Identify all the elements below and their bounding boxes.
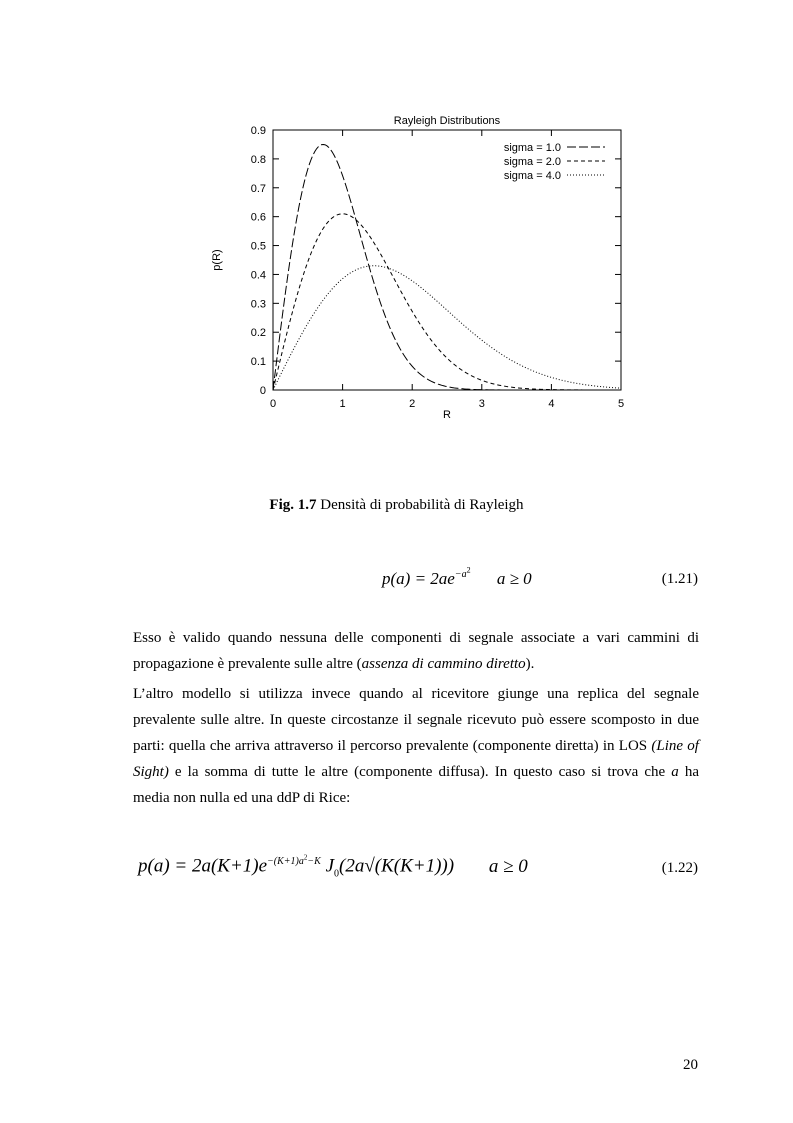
eq121-lhs: p(a) = 2ae bbox=[382, 568, 455, 588]
chart-title: Rayleigh Distributions bbox=[393, 115, 501, 127]
figure-label: Fig. 1.7 bbox=[269, 497, 317, 513]
x-tick-label: 3 bbox=[478, 398, 485, 410]
y-axis-ticks bbox=[251, 125, 621, 397]
eq122-bessel: J bbox=[325, 855, 334, 877]
eq121-exponent: −a bbox=[454, 569, 467, 581]
x-tick-label: 0 bbox=[269, 398, 277, 410]
paragraph-2-text2: e la somma di tutte le altre (componente diffusa). In questo caso si trova che bbox=[168, 764, 672, 780]
equation-number-1-22: (1.22) bbox=[661, 860, 698, 876]
y-tick-label: 0.6 bbox=[250, 211, 266, 224]
figure-text: Densità di probabilità di Rayleigh bbox=[316, 497, 524, 513]
series-line-1 bbox=[273, 144, 621, 390]
figure-caption bbox=[0, 497, 793, 514]
eq121-exponent-power: 2 bbox=[466, 566, 471, 575]
y-tick-label: 0.1 bbox=[250, 356, 266, 369]
y-tick-label: 0.2 bbox=[250, 327, 266, 340]
y-tick-label: 0.9 bbox=[250, 125, 266, 137]
page-number: 20 bbox=[683, 1057, 698, 1073]
y-tick-label: 0.4 bbox=[250, 269, 266, 282]
x-axis-label: R bbox=[443, 409, 451, 421]
eq122-exponent-k: −K bbox=[307, 856, 321, 868]
eq122-argument: (2a√(K(K+1))) bbox=[339, 855, 455, 877]
series-line-3 bbox=[273, 266, 621, 390]
equation-1-22 bbox=[138, 854, 528, 879]
paragraph-2-text1: L’altro modello si utilizza invece quando al ricevitore giunge una replica del segnale prevalente sulle altre. In queste circostanze il segnale ricevuto può essere scomposto in due parti: quella che arriva attraverso il percorso prevalente (componente diretta) in LOS bbox=[133, 686, 699, 754]
legend-label-2: sigma = 2.0 bbox=[503, 156, 561, 168]
y-tick-label: 0.3 bbox=[250, 298, 266, 311]
y-tick-label: 0.8 bbox=[250, 153, 266, 166]
y-axis-label: p(R) bbox=[211, 249, 223, 271]
series-line-2 bbox=[273, 214, 621, 390]
x-axis-ticks bbox=[270, 130, 624, 410]
x-tick-label: 2 bbox=[409, 398, 416, 410]
eq121-condition: a ≥ 0 bbox=[496, 568, 532, 588]
series-lines bbox=[273, 144, 621, 390]
paragraph-2-italic1: (Line of Sight) bbox=[133, 738, 699, 780]
legend-label-1: sigma = 1.0 bbox=[503, 142, 561, 154]
y-tick-label: 0.5 bbox=[250, 240, 266, 253]
paragraph-2-italic2: a bbox=[671, 764, 679, 780]
paragraph-2 bbox=[133, 681, 699, 811]
x-tick-label: 1 bbox=[339, 398, 346, 410]
eq122-bessel-sub: 0 bbox=[334, 868, 339, 880]
eq122-exponent-power: 2 bbox=[303, 854, 308, 862]
paragraph-1-text: Esso è valido quando nessuna delle componenti di segnale associate a vari cammini di propagazione è prevalente sulle altre ( bbox=[133, 630, 699, 672]
plot-frame bbox=[273, 130, 621, 390]
x-tick-label: 5 bbox=[617, 398, 625, 410]
y-tick-label: 0 bbox=[259, 385, 266, 397]
eq122-lhs: p(a) = 2a(K+1)e bbox=[138, 855, 268, 877]
equation-1-21 bbox=[382, 566, 532, 589]
eq122-condition: a ≥ 0 bbox=[488, 855, 528, 877]
paragraph-1-end: ). bbox=[525, 656, 535, 672]
paragraph-1 bbox=[133, 625, 699, 677]
x-tick-label: 4 bbox=[548, 398, 555, 410]
rayleigh-chart bbox=[180, 100, 650, 430]
paragraph-2-text3: ha media non nulla ed una ddP di Rice: bbox=[133, 764, 699, 806]
equation-number-1-21: (1.21) bbox=[661, 571, 698, 587]
legend bbox=[504, 142, 605, 182]
paragraph-1-italic: assenza di cammino diretto bbox=[361, 656, 526, 672]
eq122-exponent: −(K+1)a bbox=[267, 856, 304, 868]
legend-label-3: sigma = 4.0 bbox=[503, 170, 561, 182]
y-tick-label: 0.7 bbox=[250, 182, 266, 195]
